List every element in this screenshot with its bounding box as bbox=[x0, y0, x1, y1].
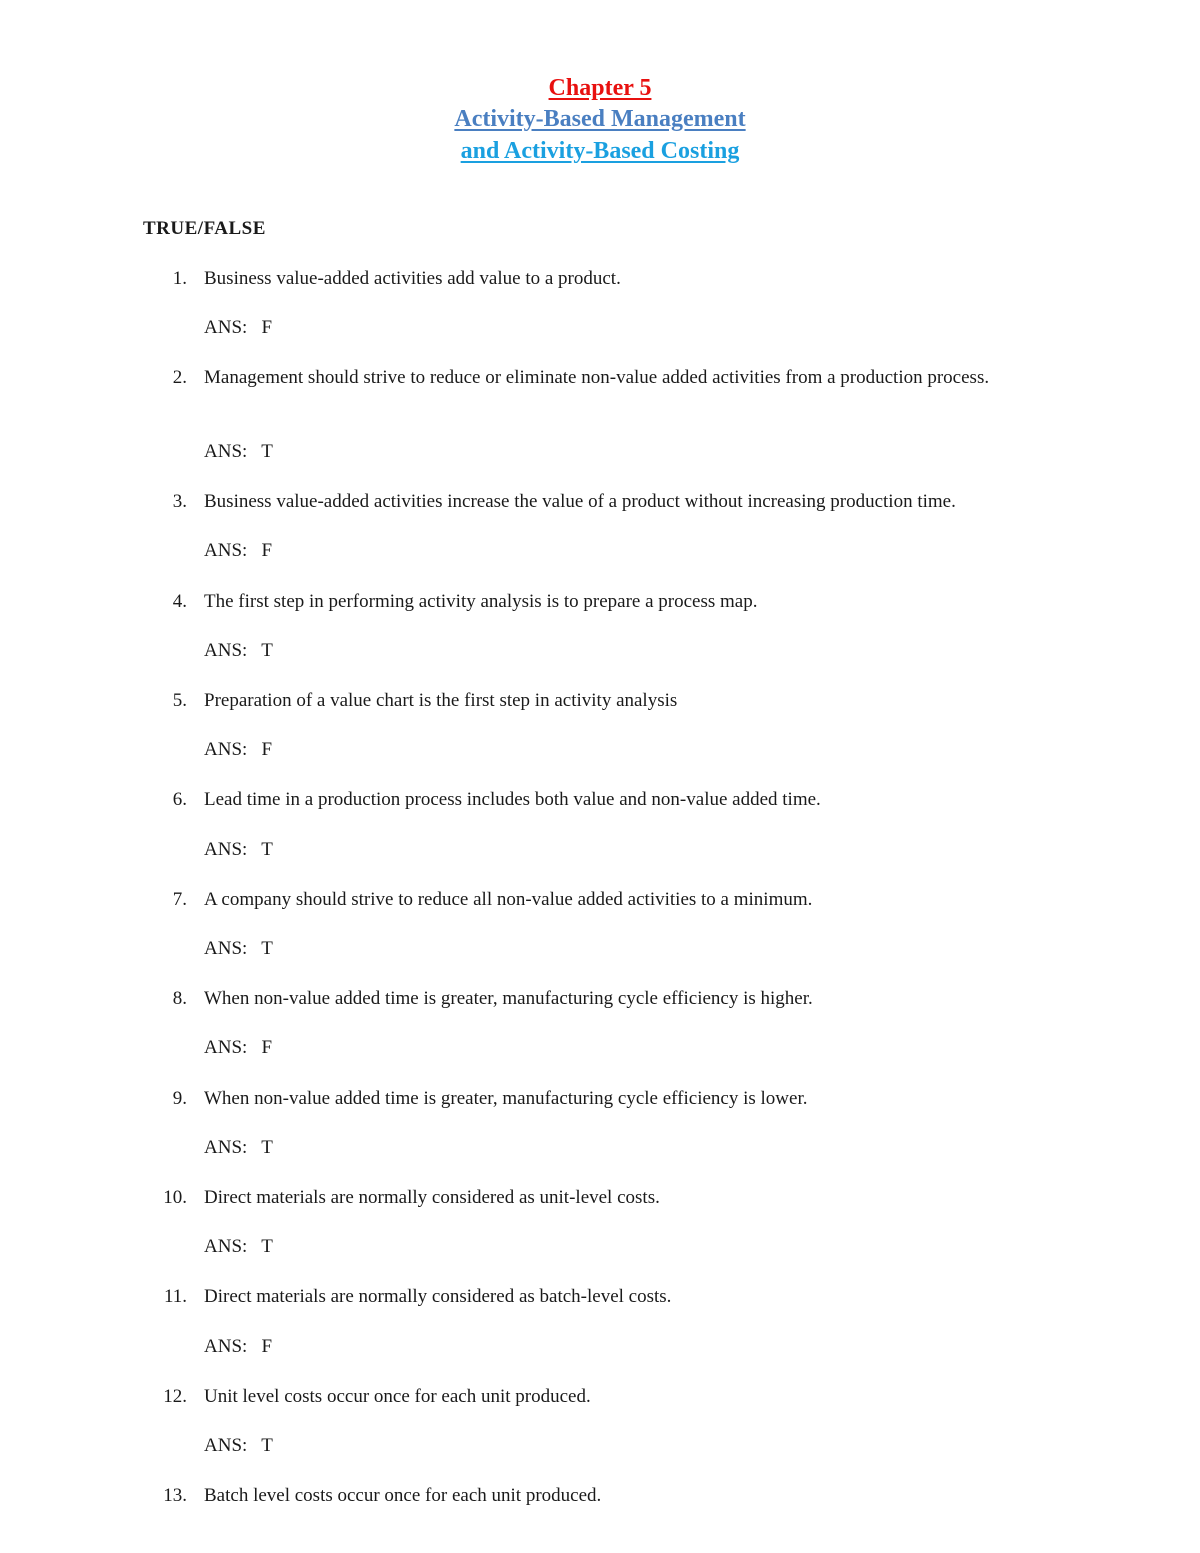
question-number: 8. bbox=[172, 988, 187, 1009]
answer-line: ANS: F bbox=[204, 1336, 273, 1357]
answer-line: ANS: T bbox=[204, 441, 273, 462]
question-number: 9. bbox=[172, 1088, 187, 1109]
question-number: 13. bbox=[163, 1485, 187, 1506]
question-text: Lead time in a production process includes both value and non-value added time. bbox=[204, 789, 821, 810]
question-number: 3. bbox=[172, 491, 187, 512]
question-text: Management should strive to reduce or eliminate non-value added activities from a production process. bbox=[204, 367, 990, 388]
question-text: Business value-added activities increase the value of a product without increasing production time. bbox=[204, 491, 956, 512]
answer-line: ANS: T bbox=[204, 839, 273, 860]
question-text: Direct materials are normally considered as unit-level costs. bbox=[204, 1187, 660, 1208]
question-number: 10. bbox=[163, 1187, 187, 1208]
section-heading: TRUE/FALSE bbox=[143, 218, 266, 239]
question-text: When non-value added time is greater, manufacturing cycle efficiency is higher. bbox=[204, 988, 813, 1009]
question-text: Batch level costs occur once for each unit produced. bbox=[204, 1485, 602, 1506]
question-text: Unit level costs occur once for each unit produced. bbox=[204, 1386, 591, 1407]
answer-line: ANS: F bbox=[204, 317, 273, 338]
answer-line: ANS: T bbox=[204, 1137, 273, 1158]
question-number: 2. bbox=[172, 367, 187, 388]
answer-line: ANS: T bbox=[204, 1435, 273, 1456]
answer-line: ANS: F bbox=[204, 739, 273, 760]
question-text: A company should strive to reduce all non-value added activities to a minimum. bbox=[204, 889, 813, 910]
question-text: Business value-added activities add value to a product. bbox=[204, 268, 621, 289]
chapter-heading: Chapter 5 bbox=[548, 75, 652, 101]
question-text: Direct materials are normally considered as batch-level costs. bbox=[204, 1286, 672, 1307]
question-number: 5. bbox=[172, 690, 187, 711]
question-text: When non-value added time is greater, manufacturing cycle efficiency is lower. bbox=[204, 1088, 808, 1109]
question-number: 4. bbox=[172, 591, 187, 612]
chapter-title-line-1: Activity-Based Management bbox=[454, 106, 746, 132]
answer-line: ANS: F bbox=[204, 1037, 273, 1058]
question-number: 7. bbox=[172, 889, 187, 910]
answer-line: ANS: T bbox=[204, 640, 273, 661]
question-text: Preparation of a value chart is the first step in activity analysis bbox=[204, 690, 678, 711]
question-number: 6. bbox=[172, 789, 187, 810]
question-number: 12. bbox=[163, 1386, 187, 1407]
chapter-title-line-2: and Activity-Based Costing bbox=[460, 138, 740, 164]
question-number: 1. bbox=[172, 268, 187, 289]
answer-line: ANS: F bbox=[204, 540, 273, 561]
answer-line: ANS: T bbox=[204, 1236, 273, 1257]
question-text: The first step in performing activity analysis is to prepare a process map. bbox=[204, 591, 758, 612]
question-number: 11. bbox=[163, 1286, 187, 1307]
answer-line: ANS: T bbox=[204, 938, 273, 959]
